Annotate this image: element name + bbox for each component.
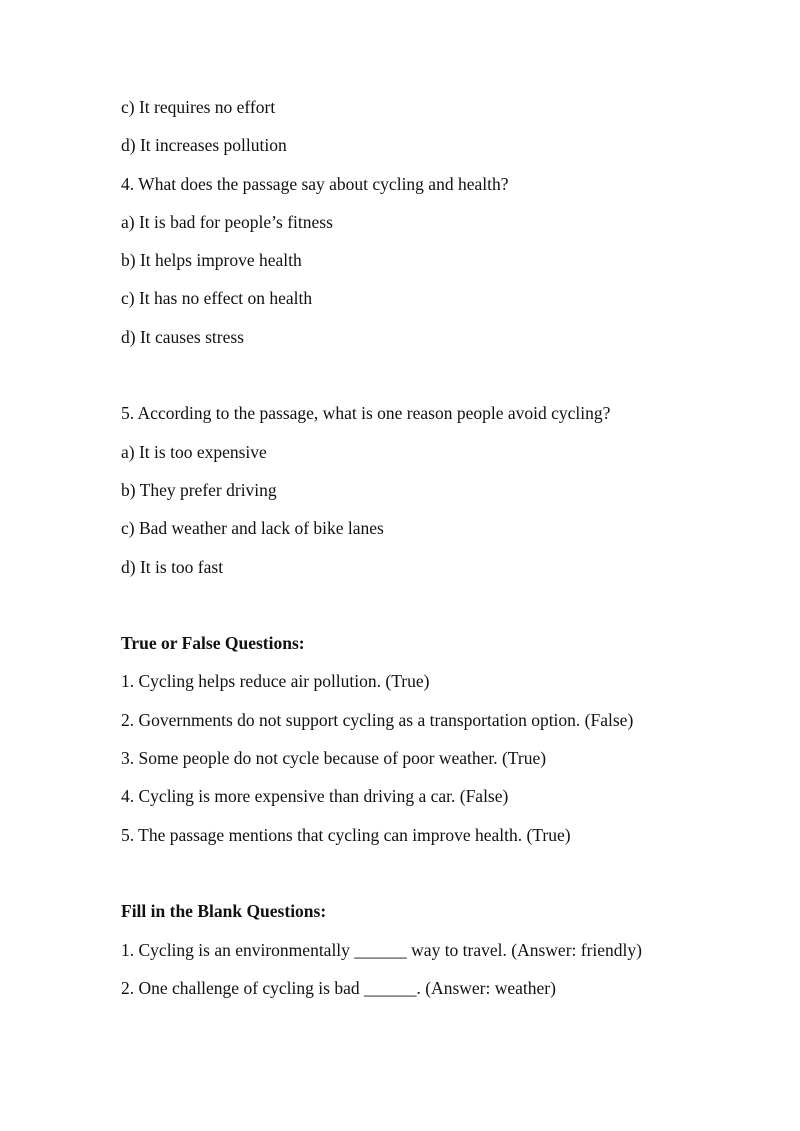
true-false-item-3: 3. Some people do not cycle because of poor weather. (True)	[121, 748, 547, 769]
q4-option-b: b) It helps improve health	[121, 250, 302, 271]
q3-option-c: c) It requires no effort	[121, 97, 276, 117]
section-spacer	[121, 594, 761, 632]
true-false-heading: True or False Questions:	[121, 633, 305, 654]
q5-option-c: c) Bad weather and lack of bike lanes	[121, 518, 384, 539]
q5-option-a: a) It is too expensive	[121, 441, 267, 462]
q5-question: 5. According to the passage, what is one reason people avoid cycling?	[121, 403, 611, 424]
document-page	[121, 96, 761, 1015]
true-false-item-5: 5. The passage mentions that cycling can improve health. (True)	[121, 824, 571, 845]
q5-option-b: b) They prefer driving	[121, 479, 277, 500]
fill-blank-item-2: 2. One challenge of cycling is bad ______. (Answer: weather)	[121, 977, 556, 998]
section-spacer	[121, 364, 761, 402]
section-spacer	[121, 862, 761, 900]
fill-blank-heading: Fill in the Blank Questions:	[121, 901, 327, 922]
true-false-item-2: 2. Governments do not support cycling as a transportation option. (False)	[121, 709, 634, 730]
q4-option-c: c) It has no effect on health	[121, 288, 313, 309]
q4-option-a: a) It is bad for people’s fitness	[121, 211, 333, 232]
q5-option-d: d) It is too fast	[121, 556, 224, 577]
fill-blank-item-1: 1. Cycling is an environmentally ______ way to travel. (Answer: friendly)	[121, 939, 642, 960]
q4-option-d: d) It causes stress	[121, 326, 244, 347]
q4-question: 4. What does the passage say about cycling and health?	[121, 173, 509, 194]
true-false-item-1: 1. Cycling helps reduce air pollution. (True)	[121, 671, 430, 692]
true-false-item-4: 4. Cycling is more expensive than driving a car. (False)	[121, 786, 509, 807]
q3-option-d: d) It increases pollution	[121, 135, 287, 156]
